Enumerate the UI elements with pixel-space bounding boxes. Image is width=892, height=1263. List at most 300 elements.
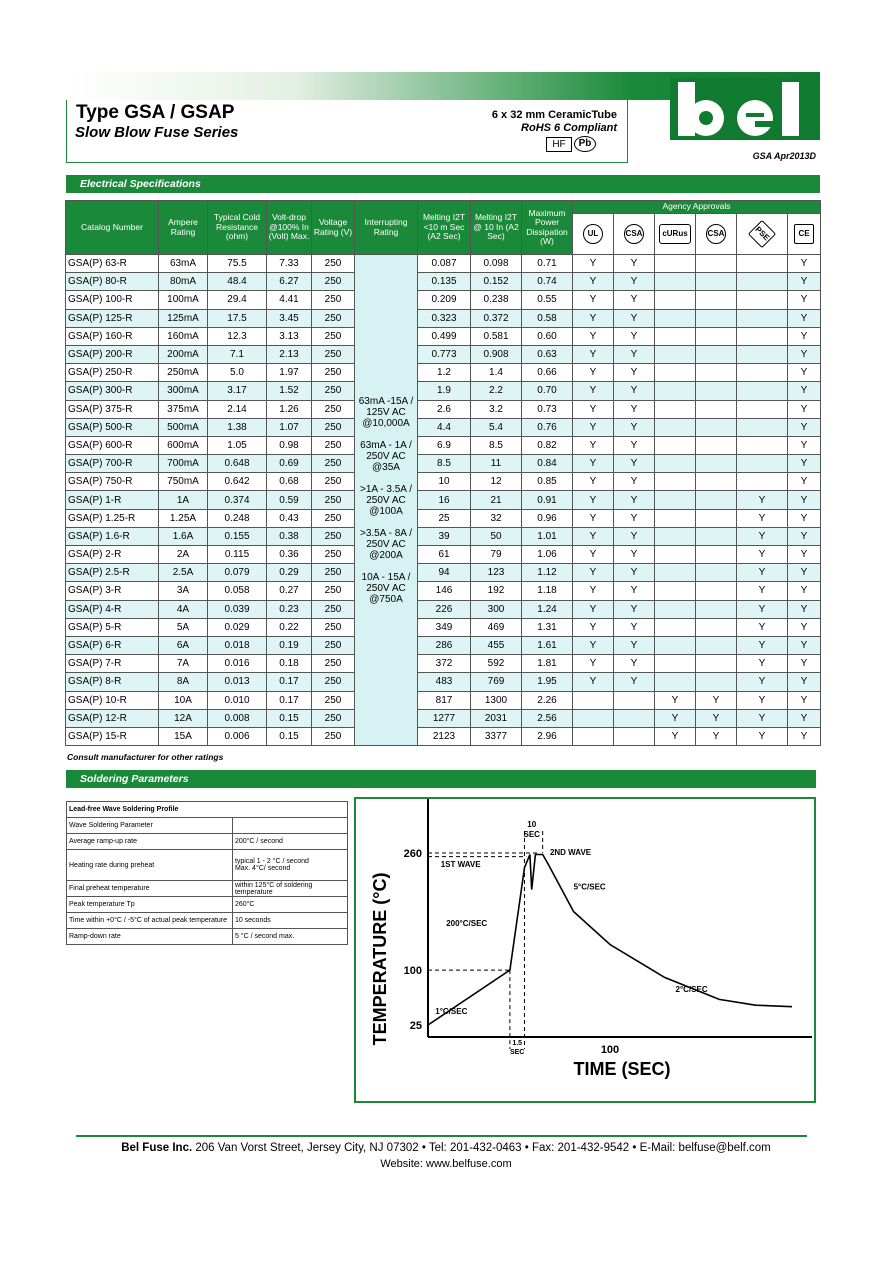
table-cell (696, 382, 737, 400)
table-cell: GSA(P) 6-R (66, 636, 159, 654)
footer-company: Bel Fuse Inc. (121, 1142, 193, 1154)
table-cell: GSA(P) 7-R (66, 655, 159, 673)
parameter-label: Peak temperature Tp (67, 897, 233, 913)
table-cell: 250 (312, 600, 355, 618)
table-cell: Y (737, 527, 788, 545)
table-cell: Y (573, 527, 614, 545)
table-cell: 250 (312, 309, 355, 327)
parameter-label: Average ramp-up rate (67, 834, 233, 850)
table-row (66, 345, 821, 363)
table-cell: 2.6 (418, 400, 471, 418)
table-row (66, 709, 821, 727)
table-cell: Y (614, 527, 655, 545)
table-cell (614, 727, 655, 745)
table-cell: 2.96 (522, 727, 573, 745)
table-row (67, 881, 348, 897)
table-cell: 1.4 (471, 364, 522, 382)
table-row (67, 818, 348, 834)
table-row (66, 455, 821, 473)
table-cell (696, 600, 737, 618)
table-cell: 1.81 (522, 655, 573, 673)
soldering-table (66, 801, 348, 945)
table-cell: 0.22 (267, 618, 312, 636)
col-melting-10in: Melting I2T @ 10 In (A2 Sec) (471, 201, 522, 255)
table-row (66, 382, 821, 400)
table-cell: Y (788, 400, 821, 418)
table-cell: 0.058 (208, 582, 267, 600)
table-cell: Y (788, 418, 821, 436)
table-cell: Y (573, 473, 614, 491)
table-cell: Y (573, 618, 614, 636)
table-cell: 7.1 (208, 345, 267, 363)
table-cell: 200mA (159, 345, 208, 363)
table-cell: 2.26 (522, 691, 573, 709)
chart-svg (356, 799, 814, 1101)
table-cell (655, 473, 696, 491)
annotation-sec: SEC (523, 830, 540, 839)
table-cell: 0.079 (208, 564, 267, 582)
table-cell: 4.4 (418, 418, 471, 436)
table-cell: Y (737, 655, 788, 673)
table-cell: 5.4 (471, 418, 522, 436)
table-cell: 192 (471, 582, 522, 600)
table-cell: Y (614, 655, 655, 673)
table-cell: Y (573, 345, 614, 363)
table-cell (655, 400, 696, 418)
table-cell: 21 (471, 491, 522, 509)
table-cell: Y (788, 436, 821, 454)
table-cell: Y (573, 582, 614, 600)
table-cell: Y (614, 582, 655, 600)
table-cell: 0.135 (418, 273, 471, 291)
table-cell: GSA(P) 750-R (66, 473, 159, 491)
table-cell: 592 (471, 655, 522, 673)
footer-address (0, 1142, 892, 1154)
table-cell: 0.374 (208, 491, 267, 509)
table-cell (696, 364, 737, 382)
table-cell (696, 655, 737, 673)
table-cell: Y (737, 727, 788, 745)
table-cell: 0.155 (208, 527, 267, 545)
table-cell: Y (573, 673, 614, 691)
table-cell: Y (788, 309, 821, 327)
table-cell: 250 (312, 709, 355, 727)
table-cell: 0.18 (267, 655, 312, 673)
table-cell: 600mA (159, 436, 208, 454)
table-cell: 226 (418, 600, 471, 618)
table-cell (696, 400, 737, 418)
table-cell: 4A (159, 600, 208, 618)
spec-rohs: RoHS 6 Compliant (521, 122, 617, 134)
table-cell: 63mA (159, 255, 208, 273)
table-cell: 0.68 (267, 473, 312, 491)
table-cell (655, 582, 696, 600)
y-axis-title: TEMPERATURE (°C) (370, 872, 390, 1046)
table-cell: 0.17 (267, 691, 312, 709)
table-cell: Y (788, 600, 821, 618)
table-cell (696, 527, 737, 545)
table-cell: 12.3 (208, 327, 267, 345)
y-tick-label: 25 (409, 1020, 422, 1032)
table-cell (655, 309, 696, 327)
table-cell: Y (788, 382, 821, 400)
table-cell: 349 (418, 618, 471, 636)
table-cell: 1.38 (208, 418, 267, 436)
table-cell (655, 291, 696, 309)
table-cell: 16 (418, 491, 471, 509)
table-cell (655, 382, 696, 400)
document-id: GSA Apr2013D (752, 151, 816, 161)
table-cell: Y (788, 655, 821, 673)
table-cell: GSA(P) 12-R (66, 709, 159, 727)
table-cell: Y (573, 418, 614, 436)
table-cell: 0.029 (208, 618, 267, 636)
table-cell (737, 436, 788, 454)
table-cell: 250 (312, 455, 355, 473)
table-cell: Y (788, 455, 821, 473)
x-tick-label: 100 (600, 1044, 620, 1056)
table-cell: GSA(P) 15-R (66, 727, 159, 745)
table-cell: Y (573, 364, 614, 382)
table-cell: 7A (159, 655, 208, 673)
page-title: Type GSA / GSAP (76, 102, 235, 123)
table-row (66, 509, 821, 527)
annotation-1st-wave: 1ST WAVE (440, 860, 481, 869)
table-cell: Y (573, 436, 614, 454)
table-cell (696, 327, 737, 345)
table-cell: Y (614, 291, 655, 309)
table-cell: Y (737, 709, 788, 727)
table-cell: Y (614, 509, 655, 527)
table-cell: 61 (418, 546, 471, 564)
table-cell: 0.773 (418, 345, 471, 363)
table-cell: Y (573, 382, 614, 400)
annotation-1c: 1°C/SEC (435, 1007, 468, 1017)
table-cell: Y (788, 473, 821, 491)
table-row (66, 364, 821, 382)
table-cell (655, 327, 696, 345)
table-cell: 12 (471, 473, 522, 491)
table-cell: 250 (312, 436, 355, 454)
table-cell (655, 345, 696, 363)
table-cell: 0.016 (208, 655, 267, 673)
table-cell: Y (788, 345, 821, 363)
table-cell (696, 509, 737, 527)
table-row (66, 291, 821, 309)
table-cell: 0.323 (418, 309, 471, 327)
table-cell (737, 345, 788, 363)
col-catalog: Catalog Number (66, 201, 159, 255)
table-cell (655, 364, 696, 382)
table-cell: Y (737, 636, 788, 654)
table-cell: 1.06 (522, 546, 573, 564)
table-cell: 0.010 (208, 691, 267, 709)
table-cell: Y (614, 400, 655, 418)
parameter-value: 200°C / second (232, 834, 347, 850)
table-cell: 1.01 (522, 527, 573, 545)
table-cell: 1.95 (522, 673, 573, 691)
table-row (66, 618, 821, 636)
table-cell: 250 (312, 727, 355, 745)
table-cell (655, 564, 696, 582)
table-cell: 375mA (159, 400, 208, 418)
table-cell: 0.499 (418, 327, 471, 345)
col-power: Maximum Power Dissipation (W) (522, 201, 573, 255)
table-cell: 8.5 (471, 436, 522, 454)
table-cell: 1300 (471, 691, 522, 709)
table-cell: 0.85 (522, 473, 573, 491)
annotation-1-5: 1.5 (512, 1040, 523, 1047)
annotation-2c: 2°C/SEC (675, 985, 708, 995)
table-cell: Y (614, 327, 655, 345)
table-cell: 146 (418, 582, 471, 600)
table-cell (573, 709, 614, 727)
table-cell: GSA(P) 700-R (66, 455, 159, 473)
table-row (67, 929, 348, 945)
table-cell: 0.372 (471, 309, 522, 327)
table-cell: 0.15 (267, 727, 312, 745)
table-cell (696, 345, 737, 363)
hf-icon: HF (546, 137, 572, 152)
table-cell: 372 (418, 655, 471, 673)
table-cell: 0.018 (208, 636, 267, 654)
table-cell: 250 (312, 509, 355, 527)
table-cell: GSA(P) 1.6-R (66, 527, 159, 545)
soldering-section-title: Soldering Parameters (66, 770, 816, 788)
table-cell: 1.97 (267, 364, 312, 382)
table-cell: 25 (418, 509, 471, 527)
table-cell: Y (614, 600, 655, 618)
table-cell: Y (614, 309, 655, 327)
table-cell: Y (614, 418, 655, 436)
table-cell (737, 327, 788, 345)
table-cell: Y (737, 509, 788, 527)
table-cell: Y (788, 618, 821, 636)
table-cell: 0.238 (471, 291, 522, 309)
parameter-value: 10 seconds (232, 913, 347, 929)
table-row (66, 400, 821, 418)
table-cell: 0.23 (267, 600, 312, 618)
table-cell: Y (788, 709, 821, 727)
table-cell: 0.36 (267, 546, 312, 564)
y-tick-label: 100 (403, 965, 422, 978)
table-cell: 15A (159, 727, 208, 745)
table-cell: Y (788, 673, 821, 691)
table-cell (614, 709, 655, 727)
table-cell: 0.98 (267, 436, 312, 454)
table-cell (655, 527, 696, 545)
table-cell: 250 (312, 564, 355, 582)
table-cell: 250 (312, 327, 355, 345)
table-cell: 250 (312, 618, 355, 636)
table-cell: GSA(P) 63-R (66, 255, 159, 273)
table-cell: 5A (159, 618, 208, 636)
table-cell: Y (614, 273, 655, 291)
table-cell: 250 (312, 527, 355, 545)
table-cell: Y (573, 564, 614, 582)
footer-rule (76, 1135, 807, 1137)
table-cell (696, 291, 737, 309)
table-cell: 0.27 (267, 582, 312, 600)
table-cell: GSA(P) 5-R (66, 618, 159, 636)
table-cell: 250 (312, 546, 355, 564)
table-cell: GSA(P) 10-R (66, 691, 159, 709)
table-cell: 1.24 (522, 600, 573, 618)
table-cell: 0.66 (522, 364, 573, 382)
table-cell: 0.84 (522, 455, 573, 473)
table-cell: Y (573, 655, 614, 673)
table-cell: 250 (312, 400, 355, 418)
table-cell: Y (614, 364, 655, 382)
table-cell: 0.039 (208, 600, 267, 618)
footnote: Consult manufacturer for other ratings (67, 752, 224, 762)
table-cell (737, 382, 788, 400)
table-cell: 6.27 (267, 273, 312, 291)
table-cell: 3377 (471, 727, 522, 745)
table-cell: 39 (418, 527, 471, 545)
table-cell: 4.41 (267, 291, 312, 309)
table-cell: 2.13 (267, 345, 312, 363)
table-cell: Y (696, 709, 737, 727)
table-cell: 0.15 (267, 709, 312, 727)
table-cell: 1.12 (522, 564, 573, 582)
electrical-spec-table (65, 200, 821, 746)
col-ampere: Ampere Rating (159, 201, 208, 255)
annotation-200c: 200°C/SEC (446, 919, 488, 929)
table-cell: GSA(P) 375-R (66, 400, 159, 418)
table-cell: 0.91 (522, 491, 573, 509)
table-cell: Y (788, 273, 821, 291)
table-cell: 250 (312, 655, 355, 673)
table-cell: Y (573, 455, 614, 473)
table-cell: Y (614, 436, 655, 454)
csa-alt-icon: CSA (696, 214, 737, 255)
col-interrupting: Interrupting Rating (355, 201, 418, 255)
table-cell: Y (614, 491, 655, 509)
parameter-label: Ramp-down rate (67, 929, 233, 945)
table-row (66, 473, 821, 491)
table-cell: 0.58 (522, 309, 573, 327)
table-cell: 1.52 (267, 382, 312, 400)
table-cell: 250 (312, 291, 355, 309)
table-cell: 10A (159, 691, 208, 709)
table-cell: 160mA (159, 327, 208, 345)
parameter-label: Final preheat temperature (67, 881, 233, 897)
table-cell: 11 (471, 455, 522, 473)
table-cell: Y (573, 273, 614, 291)
table-cell (655, 436, 696, 454)
table-cell: 3.17 (208, 382, 267, 400)
table-cell (737, 309, 788, 327)
table-cell (737, 273, 788, 291)
table-cell: 6A (159, 636, 208, 654)
table-row (66, 582, 821, 600)
table-cell (655, 546, 696, 564)
profile-curve (428, 855, 792, 1026)
table-cell: Y (614, 636, 655, 654)
annotation-2nd-wave: 2ND WAVE (549, 848, 592, 857)
table-row (66, 673, 821, 691)
table-cell: Y (614, 255, 655, 273)
annotation-5c: 5°C/SEC (573, 882, 606, 892)
table-cell: 0.013 (208, 673, 267, 691)
table-cell: 0.74 (522, 273, 573, 291)
table-cell: Y (788, 546, 821, 564)
table-cell (655, 600, 696, 618)
table-cell: Y (655, 691, 696, 709)
table-row (66, 418, 821, 436)
table-cell: GSA(P) 2.5-R (66, 564, 159, 582)
table-cell: 0.248 (208, 509, 267, 527)
table-cell (696, 491, 737, 509)
table-row (66, 655, 821, 673)
table-cell: 2.56 (522, 709, 573, 727)
table-cell: 0.76 (522, 418, 573, 436)
table-cell: 125mA (159, 309, 208, 327)
table-cell: 0.55 (522, 291, 573, 309)
table-cell: 75.5 (208, 255, 267, 273)
col-melting-10ms: Melting I2T <10 m Sec (A2 Sec) (418, 201, 471, 255)
table-cell: 0.63 (522, 345, 573, 363)
table-cell (573, 727, 614, 745)
table-cell (696, 455, 737, 473)
y-tick-label: 260 (403, 848, 422, 860)
table-cell: 1277 (418, 709, 471, 727)
table-cell: 2.2 (471, 382, 522, 400)
table-cell: Y (788, 727, 821, 745)
table-cell: 250 (312, 491, 355, 509)
table-cell: 483 (418, 673, 471, 691)
table-cell: 1.25A (159, 509, 208, 527)
parameter-label: Wave Soldering Parameter (67, 818, 233, 834)
table-cell: 817 (418, 691, 471, 709)
table-cell: 250 (312, 382, 355, 400)
table-cell: Y (788, 564, 821, 582)
bel-logo (670, 78, 820, 140)
table-cell: 1A (159, 491, 208, 509)
table-cell: 80mA (159, 273, 208, 291)
table-cell: 1.6A (159, 527, 208, 545)
parameter-label: Heating rate during preheat (67, 850, 233, 881)
table-row (67, 913, 348, 929)
table-row (66, 564, 821, 582)
table-cell: Y (696, 727, 737, 745)
parameter-value: 260°C (232, 897, 347, 913)
table-cell: Y (788, 291, 821, 309)
table-row (66, 491, 821, 509)
table-cell: Y (696, 691, 737, 709)
table-row (66, 600, 821, 618)
table-row (66, 636, 821, 654)
table-row (66, 691, 821, 709)
table-cell: 250mA (159, 364, 208, 382)
table-cell: 250 (312, 673, 355, 691)
table-cell: Y (788, 327, 821, 345)
table-cell: Y (737, 546, 788, 564)
table-cell: 1.9 (418, 382, 471, 400)
table-cell: Y (788, 364, 821, 382)
table-cell: GSA(P) 300-R (66, 382, 159, 400)
col-voltdrop: Volt-drop @100% In (Volt) Max. (267, 201, 312, 255)
table-cell: 0.098 (471, 255, 522, 273)
table-cell: GSA(P) 100-R (66, 291, 159, 309)
table-cell: 3.13 (267, 327, 312, 345)
table-cell (573, 691, 614, 709)
table-cell (696, 436, 737, 454)
table-cell: 0.82 (522, 436, 573, 454)
table-cell: 48.4 (208, 273, 267, 291)
table-cell (696, 673, 737, 691)
